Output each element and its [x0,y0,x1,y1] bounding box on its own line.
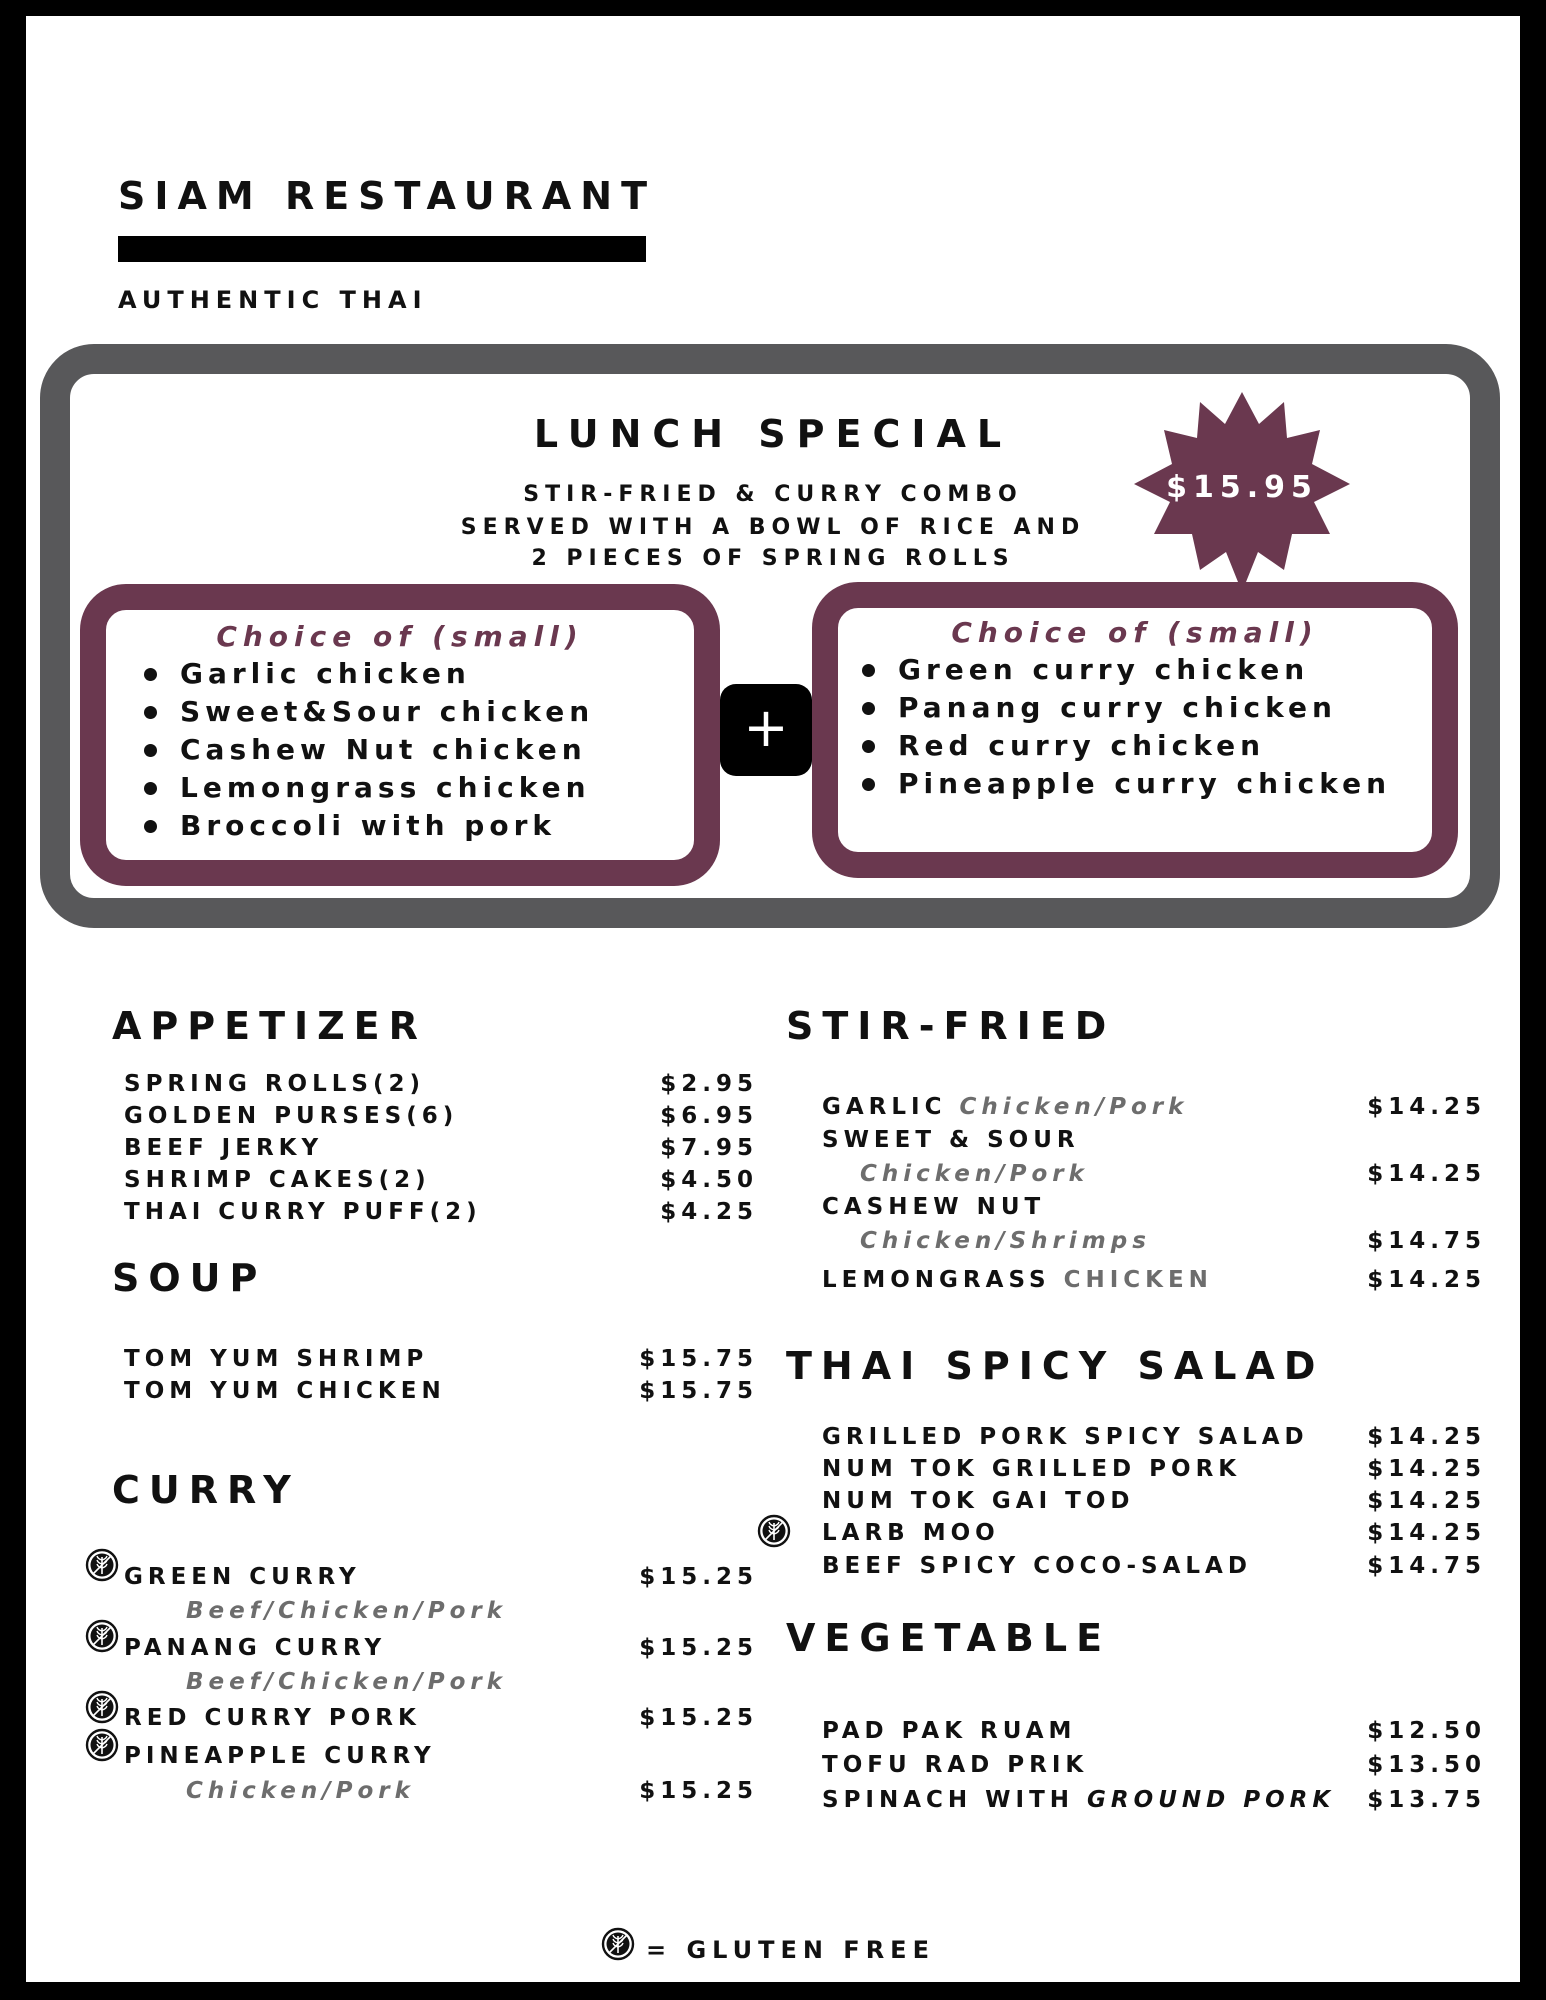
menu-item [822,1267,1486,1293]
item-options: Beef/Chicken/Pork [186,1598,508,1624]
lunch-special-price: $15.95 [1166,470,1318,505]
item-price: $6.95 [660,1103,758,1129]
menu-page [26,16,1520,1982]
item-price: $14.75 [1367,1553,1486,1579]
choice-item: Green curry chicken [862,651,1432,689]
stir-fried-choice-box [80,584,720,886]
item-name: SHRIMP CAKES(2) [124,1167,431,1193]
item-name: PINEAPPLE CURRY [124,1743,436,1769]
menu-item-price-row [124,1778,758,1804]
menu-item [124,1743,758,1769]
item-name: LEMONGRASS [822,1267,1051,1293]
item-price: $14.25 [1367,1520,1486,1546]
choice-item: Sweet&Sour chicken [144,693,694,731]
choice-heading: Choice of (small) [216,620,584,653]
lunch-special-title: LUNCH SPECIAL [533,412,1013,456]
menu-item [124,1199,758,1225]
soup-heading: SOUP [112,1256,267,1300]
menu-item [124,1346,758,1372]
menu-item [124,1167,758,1193]
item-name: GOLDEN PURSES(6) [124,1103,459,1129]
item-price: $13.75 [1367,1787,1486,1813]
item-name: BEEF JERKY [124,1135,324,1161]
item-name: TOM YUM SHRIMP [124,1346,429,1372]
item-price: $15.25 [639,1778,758,1804]
item-name: SWEET & SOUR [822,1127,1080,1153]
lunch-special-subtitle-1: STIR-FRIED & CURRY COMBO [523,482,1023,507]
choice-item: Broccoli with pork [144,807,694,845]
menu-item [124,1635,758,1661]
item-name: GREEN CURRY [124,1564,361,1590]
item-price: $4.25 [660,1199,758,1225]
menu-item [822,1094,1486,1120]
menu-item [822,1488,1486,1514]
title-underline-bar [118,236,646,262]
menu-item [822,1194,1486,1220]
item-price: $15.25 [639,1564,758,1590]
item-name: NUM TOK GAI TOD [822,1488,1135,1514]
item-name: TOM YUM CHICKEN [124,1378,446,1404]
item-options: Chicken/Pork [959,1094,1189,1120]
item-price: $14.25 [1367,1267,1486,1293]
vegetable-heading: VEGETABLE [786,1616,1112,1660]
menu-item [124,1103,758,1129]
item-price: $4.50 [660,1167,758,1193]
gluten-free-icon [601,1927,635,1961]
plus-icon: + [720,684,812,776]
item-name: SPRING ROLLS(2) [124,1071,425,1097]
item-name: SPINACH WITH [822,1787,1075,1813]
item-name: TOFU RAD PRIK [822,1752,1089,1778]
item-name: PANANG CURRY [124,1635,387,1661]
menu-item [822,1752,1486,1778]
choice-item: Cashew Nut chicken [144,731,694,769]
item-name: GRILLED PORK SPICY SALAD [822,1424,1309,1450]
menu-item-price-row [822,1228,1486,1254]
tagline: AUTHENTIC THAI [118,286,428,314]
item-name: RED CURRY PORK [124,1705,421,1731]
gluten-free-icon [85,1548,119,1582]
menu-item [822,1127,1486,1153]
item-price: $15.75 [639,1346,758,1372]
menu-item [124,1378,758,1404]
item-price: $14.25 [1367,1094,1486,1120]
item-options: CHICKEN [1063,1267,1213,1293]
item-price: $15.25 [639,1635,758,1661]
menu-item [822,1718,1486,1744]
menu-item [124,1135,758,1161]
item-price: $14.75 [1367,1228,1486,1254]
restaurant-name: SIAM RESTAURANT [118,174,657,218]
item-options: Chicken/Shrimps [860,1228,1151,1254]
item-name-emphasis: GROUND PORK [1087,1787,1336,1813]
lunch-special-subtitle-2: SERVED WITH A BOWL OF RICE AND [460,515,1086,540]
thai-spicy-salad-heading: THAI SPICY SALAD [786,1344,1325,1388]
gluten-free-icon [85,1619,119,1653]
item-name: THAI CURRY PUFF(2) [124,1199,482,1225]
choice-item: Pineapple curry chicken [862,765,1432,803]
curry-choice-box [812,582,1458,878]
item-name: NUM TOK GRILLED PORK [822,1456,1242,1482]
item-options: Chicken/Pork [860,1161,1089,1187]
appetizer-heading: APPETIZER [112,1004,427,1048]
price-starburst [1134,392,1350,592]
item-name: BEEF SPICY COCO-SALAD [822,1553,1252,1579]
choice-item: Garlic chicken [144,655,694,693]
menu-item [124,1705,758,1731]
item-price: $14.25 [1367,1424,1486,1450]
menu-item [822,1553,1486,1579]
curry-choice-list [862,651,1432,803]
curry-heading: CURRY [112,1468,300,1512]
item-name: LARB MOO [822,1520,1000,1546]
menu-item [822,1787,1486,1813]
lunch-special-subtitle-3: 2 PIECES OF SPRING ROLLS [531,546,1015,571]
gluten-free-icon [85,1728,119,1762]
choice-item: Panang curry chicken [862,689,1432,727]
item-options: Beef/Chicken/Pork [186,1669,508,1695]
item-price: $15.75 [639,1378,758,1404]
choice-heading: Choice of (small) [951,616,1319,649]
menu-item [822,1424,1486,1450]
gluten-free-icon [757,1514,791,1548]
item-name: CASHEW NUT [822,1194,1046,1220]
item-price: $13.50 [1367,1752,1486,1778]
item-name: PAD PAK RUAM [822,1718,1077,1744]
item-price: $7.95 [660,1135,758,1161]
item-price: $14.25 [1367,1456,1486,1482]
stir-fried-heading: STIR-FRIED [786,1004,1116,1048]
gluten-free-legend: = GLUTEN FREE [646,1936,935,1964]
gluten-free-icon [85,1690,119,1724]
choice-item: Lemongrass chicken [144,769,694,807]
item-price: $2.95 [660,1071,758,1097]
menu-item-price-row [822,1161,1486,1187]
item-price: $14.25 [1367,1488,1486,1514]
stir-fried-choice-list [144,655,694,845]
item-price: $15.25 [639,1705,758,1731]
menu-item [822,1520,1486,1546]
menu-item [822,1456,1486,1482]
item-options: Chicken/Pork [186,1778,415,1804]
item-price: $14.25 [1367,1161,1486,1187]
menu-item [124,1564,758,1590]
item-name: GARLIC [822,1094,947,1120]
menu-item [124,1071,758,1097]
choice-item: Red curry chicken [862,727,1432,765]
item-price: $12.50 [1367,1718,1486,1744]
